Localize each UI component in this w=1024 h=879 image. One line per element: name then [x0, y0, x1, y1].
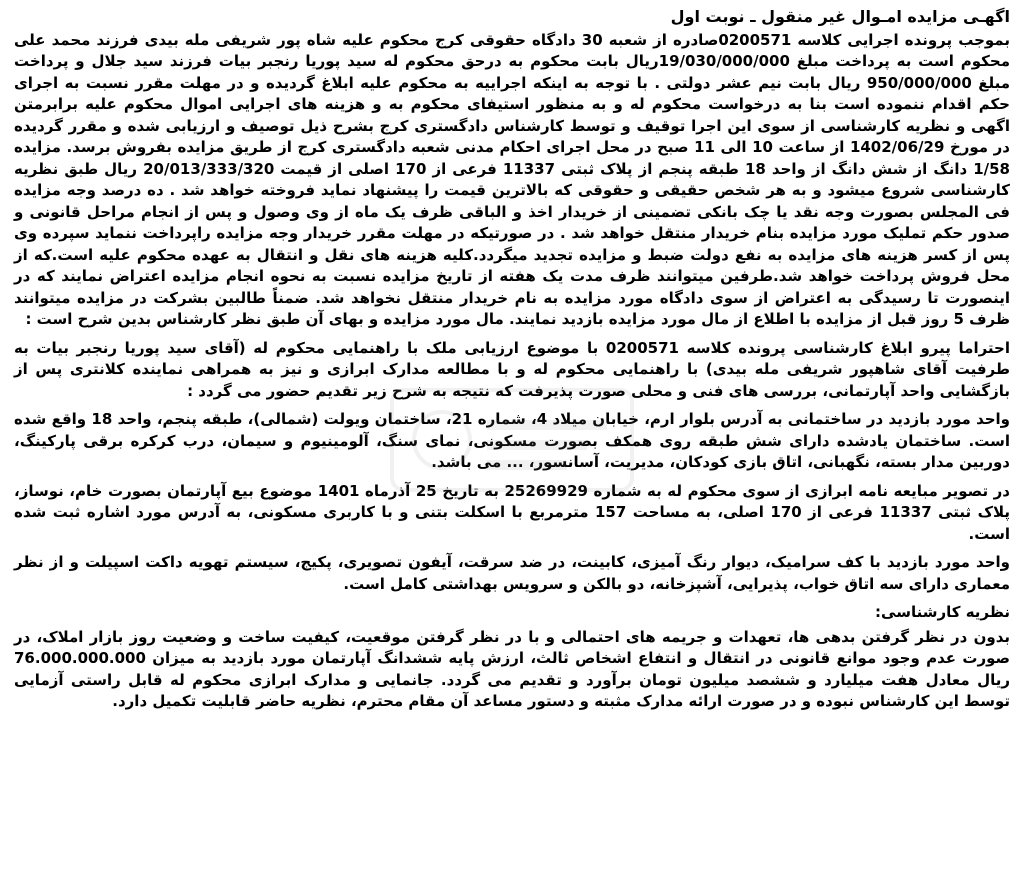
- notice-title: اگهـی مزایده امـوال غیر منقول ـ نوبت اول: [670, 7, 1010, 26]
- expert-opinion-text: بدون در نظر گرفتن بدهی ها، تعهدات و جریمه های احتمالی و با در نظر گرفتن موقعیت، کیفیت ساخت و وضعیت روز بازار املاک، در صورت عدم وجود موانع قانونی در انتقال و انتفاع اشخاص ثالث، ارزش پایه ششدانگ آپارتمان مورد بازدید به میزان 76.000.000.000 ریال معادل هفت میلیارد و ششصد میلیون تومان برآورد و تقدیم می گردد. جانمایی و مدارک ابرازی محکوم له قابل راستی آزمایی توسط این کارشناس نبوده و در صورت ارائه مدارک مثبته و دستور مساعد آن مقام محترم، نظریه حاضر قابلیت تکمیل دارد.: [14, 627, 1010, 710]
- expert-opinion-heading: نظریه کارشناسی:: [875, 603, 1010, 621]
- paragraph-expert-intro: احتراما پیرو ابلاغ کارشناسی پرونده کلاسه 0200571 با موضوع ارزیابی ملک با راهنمایی محکوم له (آقای سید پوریا رنجبر بیات به طرفیت آقای شاهپور شریفی مله بیدی) با راهنمایی محکوم له و با مطالعه مدارک ابرازی و نیز به همراهی نماینده کلانتری پس از بازگشایی واحد آپارتمانی، بررسی های فنی و محلی صورت پذیرفت که نتیجه به شرح زیر تقدیم حضور می گردد :: [14, 338, 1010, 400]
- paragraph-property-location: واحد مورد بازدید در ساختمانی به آدرس بلوار ارم، خیابان میلاد 4، شماره 21، ساختمان ویولت (شمالی)، طبقه پنجم، واحد 18 واقع شده است. ساختمان یادشده دارای شش طبقه روی همکف بصورت مسکونی، نمای سنگ، آلومینیوم و سیمان، درب کرکره برقی پارکینگ، دوربین مدار بسته، نگهبانی، اتاق بازی کودکان، مدیریت، آسانسور، ... می باشد.: [14, 410, 1011, 471]
- paragraph-contract: در تصویر مبایعه نامه ابرازی از سوی محکوم له به شماره 25269929 به تاریخ 25 آذرماه 1401 موضوع بیع آپارتمان بصورت خام، نوساز، پلاک ثبتی 11337 فرعی از 170 اصلی، به مساحت 157 مترمربع با اسکلت بتنی و با کاربری مسکونی، به آدرس مورد اشاره ثبت شده است.: [14, 481, 1011, 543]
- paragraph-unit-features: واحد مورد بازدید با کف سرامیک، دیوار رنگ آمیزی، کابینت، در ضد سرقت، آیفون تصویری، پکیج، سیستم تهویه داکت اسپیلت و از نظر معماری دارای سه اتاق خواب، پذیرایی، آشپزخانه، دو بالکن و سرویس بهداشتی کامل است.: [14, 553, 1010, 593]
- paragraph-main: بموجب پرونده اجرایی کلاسه 0200571صادره از شعبه 30 دادگاه حقوقی کرج محکوم علیه شاه پور شریفی مله بیدی فرزند محمد علی محکوم است به پرداخت مبلغ 19/030/000/000ریال بابت محکوم به درحق محکوم له سید پوریا رنجبر بیات فرزند سید جلال و پرداخت مبلغ 950/000/000 ریال بابت نیم عشر دولتی . با توجه به اینکه اجراییه به محکوم علیه ابلاغ گردیده و در مهلت مقرر نسبت به اجرای حکم اقدام ننموده است بنا به درخواست محکوم له و به منظور استیفای محکوم به و هزینه های اجرایی اموال محکوم علیه برابرمتن اگهی و نظریه کارشناسی از سوی این اجرا توقیف و توسط کارشناس دادگستری کرج بشرح ذیل توصیف و ارزیابی شده و مقرر گردیده در مورخ 1402/06/29 از ساعت 10 الی 11 صبح در محل اجرای احکام مدنی شعبه دادگستری کرج از طریق مزایده بفروش برسد. مزایده 1/58 دانگ از شش دانگ از واحد 18 طبقه پنجم از پلاک ثبتی 11337 فرعی از 170 اصلی از قیمت 20/013/333/320 ریال طبق نظریه کارشناسی شروع میشود و به هر شخص حقیقی و حقوقی که بالاترین قیمت را پیشنهاد نماید فروخته خواهد شد . ده درصد وجه مزایده فی المجلس بصورت وجه نقد یا چک بانکی تضمینی از خریدار اخذ و الباقی ظرف یک ماه از وی وصول و پس از انجام مراحل قانونی و صدور حکم تملیک مورد مزایده بنام خریدار منتقل خواهد شد . در صورتیکه در مهلت مقرر خریدار وجه مزایده راپرداخت ننماید سپرده وی پس از کسر هزینه های مزایده به نفع دولت ضبط و مزایده تجدید میگردد.کلیه هزینه های نقل و انتقال به عهده محکوم علیه است.که از محل فروش پرداخت خواهد شد.طرفین میتوانند ظرف مدت یک هفته از تاریخ مزایده نسبت به نحوه انجام مزایده اعتراض نمایند که در اینصورت تا رسیدگی به اعتراض از سوی دادگاه مورد مزایده به نام خریدار منتقل نخواهد شد. ضمناً طالبین بشرکت در مزایده میتوانند ظرف 5 روز قبل از مزایده با اطلاع از مال مورد مزایده بازدید نمایند. مال مورد مزایده و بهای آن طبق نظر کارشناس بدین شرح است :: [14, 30, 1010, 328]
